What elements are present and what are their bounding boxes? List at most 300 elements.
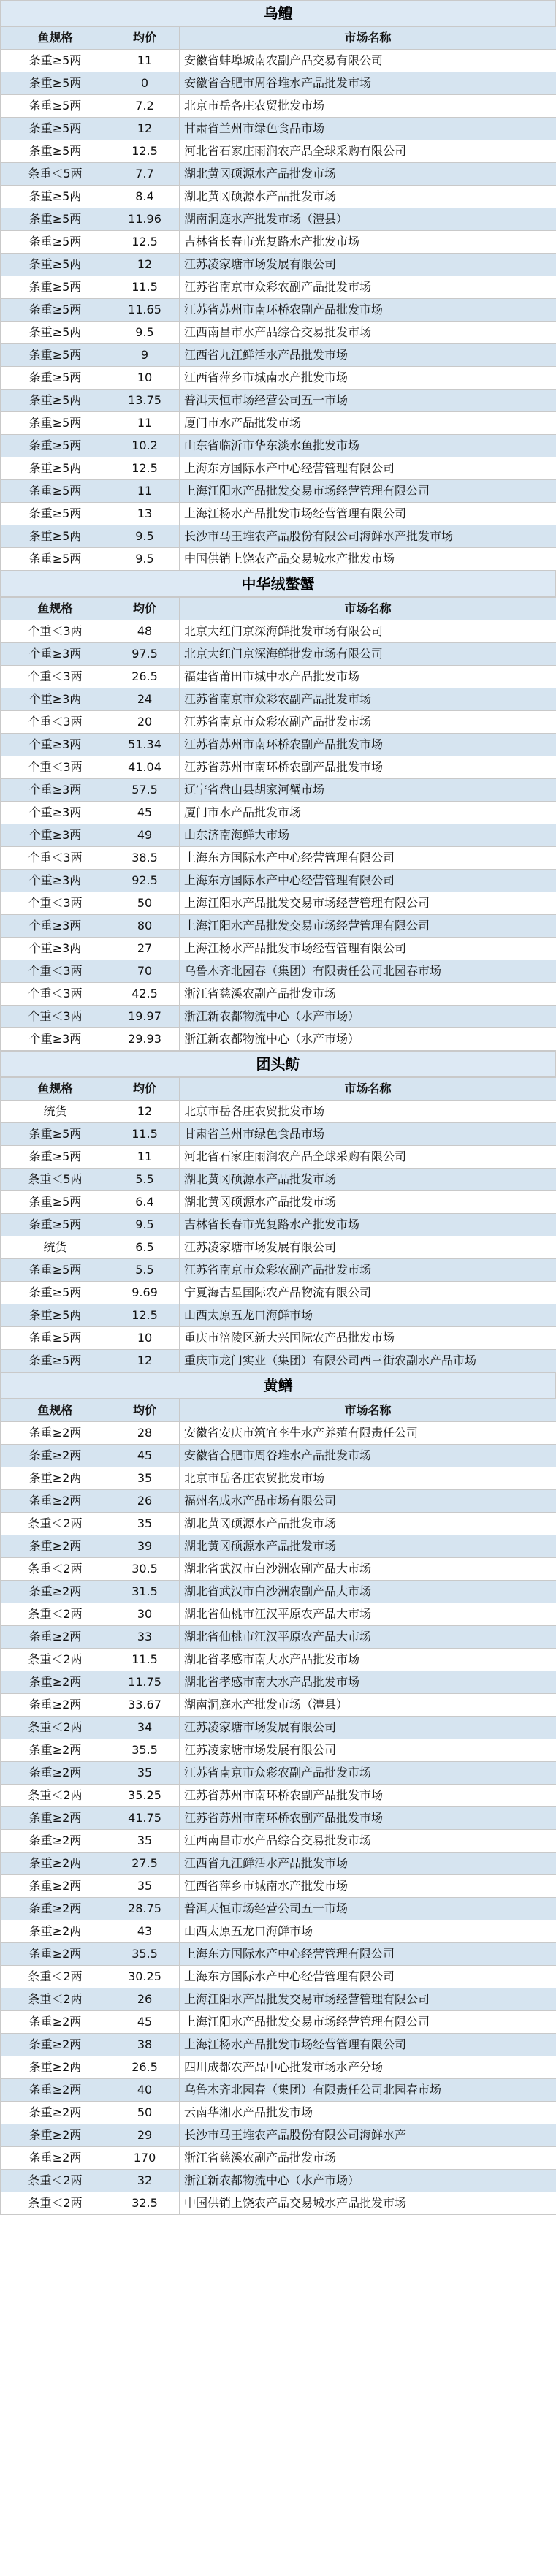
market-cell: 浙江省慈溪农副产品批发市场 bbox=[180, 983, 556, 1006]
price-cell: 6.4 bbox=[110, 1191, 180, 1214]
price-cell: 12.5 bbox=[110, 457, 180, 480]
table-row bbox=[1, 1327, 556, 1350]
spec-cell: 条重≥5两 bbox=[1, 412, 110, 435]
market-cell: 北京市岳各庄农贸批发市场 bbox=[180, 1101, 556, 1123]
table-row bbox=[1, 1807, 556, 1830]
table-row bbox=[1, 435, 556, 457]
market-cell: 湖南洞庭水产批发市场（澧县） bbox=[180, 208, 556, 231]
spec-cell: 条重≥5两 bbox=[1, 299, 110, 322]
spec-cell: 条重≥2两 bbox=[1, 1739, 110, 1762]
market-cell: 安徽省合肥市周谷堆水产品批发市场 bbox=[180, 1445, 556, 1467]
market-cell: 江苏省南京市众彩农副产品批发市场 bbox=[180, 711, 556, 734]
price-cell: 12.5 bbox=[110, 1304, 180, 1327]
price-cell: 11 bbox=[110, 1146, 180, 1169]
table-row bbox=[1, 299, 556, 322]
table-row bbox=[1, 1445, 556, 1467]
table-row bbox=[1, 620, 556, 643]
spec-cell: 统货 bbox=[1, 1236, 110, 1259]
market-cell: 上海江杨水产品批发市场经营管理有限公司 bbox=[180, 938, 556, 960]
table-row bbox=[1, 1123, 556, 1146]
table-row bbox=[1, 163, 556, 186]
price-cell: 11.75 bbox=[110, 1671, 180, 1694]
table-row bbox=[1, 2079, 556, 2102]
price-table bbox=[0, 597, 556, 1051]
market-cell: 厦门市水产品批发市场 bbox=[180, 412, 556, 435]
price-cell: 5.5 bbox=[110, 1169, 180, 1191]
market-cell: 福州名成水产品市场有限公司 bbox=[180, 1490, 556, 1513]
table-row bbox=[1, 915, 556, 938]
price-cell: 170 bbox=[110, 2147, 180, 2170]
price-cell: 19.97 bbox=[110, 1006, 180, 1028]
price-cell: 80 bbox=[110, 915, 180, 938]
price-cell: 50 bbox=[110, 892, 180, 915]
section-title: 中华绒螯蟹 bbox=[0, 571, 556, 597]
market-cell: 上海东方国际水产中心经营管理有限公司 bbox=[180, 870, 556, 892]
spec-cell: 个重≥3两 bbox=[1, 734, 110, 756]
price-cell: 7.7 bbox=[110, 163, 180, 186]
market-cell: 江苏省苏州市南环桥农副产品批发市场 bbox=[180, 1785, 556, 1807]
table-row bbox=[1, 2011, 556, 2034]
column-header: 鱼规格 bbox=[1, 1078, 110, 1101]
market-cell: 四川成都农产品中心批发市场水产分场 bbox=[180, 2056, 556, 2079]
table-row bbox=[1, 1762, 556, 1785]
spec-cell: 条重＜2两 bbox=[1, 1785, 110, 1807]
price-cell: 11.96 bbox=[110, 208, 180, 231]
table-row bbox=[1, 643, 556, 666]
spec-cell: 条重＜2两 bbox=[1, 1649, 110, 1671]
column-header: 市场名称 bbox=[180, 598, 556, 620]
spec-cell: 条重≥2两 bbox=[1, 2034, 110, 2056]
spec-cell: 条重≥5两 bbox=[1, 344, 110, 367]
spec-cell: 条重≥5两 bbox=[1, 140, 110, 163]
table-row bbox=[1, 1259, 556, 1282]
market-cell: 重庆市涪陵区新大兴国际农产品批发市场 bbox=[180, 1327, 556, 1350]
price-cell: 35 bbox=[110, 1467, 180, 1490]
market-cell: 宁夏海吉星国际农产品物流有限公司 bbox=[180, 1282, 556, 1304]
market-cell: 浙江新农都物流中心（水产市场） bbox=[180, 1028, 556, 1051]
price-cell: 35.25 bbox=[110, 1785, 180, 1807]
table-row bbox=[1, 1830, 556, 1853]
spec-cell: 条重＜2两 bbox=[1, 1513, 110, 1535]
market-cell: 安徽省安庆市筑宜李牛水产养殖有限责任公司 bbox=[180, 1422, 556, 1445]
spec-cell: 个重≥3两 bbox=[1, 824, 110, 847]
market-cell: 湖北黄冈硕源水产品批发市场 bbox=[180, 1535, 556, 1558]
table-row bbox=[1, 1739, 556, 1762]
table-row bbox=[1, 548, 556, 571]
table-row bbox=[1, 960, 556, 983]
spec-cell: 条重＜5两 bbox=[1, 1169, 110, 1191]
market-cell: 江苏凌家塘市场发展有限公司 bbox=[180, 1236, 556, 1259]
market-cell: 江苏省南京市众彩农副产品批发市场 bbox=[180, 276, 556, 299]
table-row bbox=[1, 2102, 556, 2124]
table-row bbox=[1, 983, 556, 1006]
spec-cell: 个重＜3两 bbox=[1, 756, 110, 779]
table-row bbox=[1, 95, 556, 118]
price-cell: 41.75 bbox=[110, 1807, 180, 1830]
table-row bbox=[1, 1191, 556, 1214]
table-row bbox=[1, 1988, 556, 2011]
price-cell: 9 bbox=[110, 344, 180, 367]
market-cell: 福建省莆田市城中水产品批发市场 bbox=[180, 666, 556, 688]
market-cell: 山西太原五龙口海鲜市场 bbox=[180, 1920, 556, 1943]
spec-cell: 条重≥5两 bbox=[1, 367, 110, 390]
spec-cell: 条重≥5两 bbox=[1, 1327, 110, 1350]
price-cell: 49 bbox=[110, 824, 180, 847]
price-cell: 48 bbox=[110, 620, 180, 643]
market-cell: 上海江杨水产品批发市场经营管理有限公司 bbox=[180, 2034, 556, 2056]
spec-cell: 条重≥5两 bbox=[1, 1350, 110, 1372]
price-cell: 45 bbox=[110, 2011, 180, 2034]
spec-cell: 条重≥5两 bbox=[1, 254, 110, 276]
market-cell: 江苏凌家塘市场发展有限公司 bbox=[180, 1739, 556, 1762]
table-row bbox=[1, 1581, 556, 1603]
spec-cell: 条重≥5两 bbox=[1, 457, 110, 480]
price-cell: 42.5 bbox=[110, 983, 180, 1006]
price-cell: 13.75 bbox=[110, 390, 180, 412]
table-row bbox=[1, 72, 556, 95]
price-cell: 11.5 bbox=[110, 276, 180, 299]
column-header: 鱼规格 bbox=[1, 598, 110, 620]
market-cell: 湖北黄冈硕源水产品批发市场 bbox=[180, 163, 556, 186]
price-cell: 50 bbox=[110, 2102, 180, 2124]
price-cell: 10 bbox=[110, 367, 180, 390]
table-header-row bbox=[1, 27, 556, 50]
table-row bbox=[1, 1626, 556, 1649]
market-cell: 乌鲁木齐北园春（集团）有限责任公司北园春市场 bbox=[180, 960, 556, 983]
spec-cell: 条重＜2两 bbox=[1, 1988, 110, 2011]
market-cell: 江苏省苏州市南环桥农副产品批发市场 bbox=[180, 1807, 556, 1830]
price-cell: 97.5 bbox=[110, 643, 180, 666]
market-cell: 浙江新农都物流中心（水产市场） bbox=[180, 2170, 556, 2192]
table-header-row bbox=[1, 1399, 556, 1422]
table-row bbox=[1, 824, 556, 847]
market-cell: 重庆市龙门实业（集团）有限公司西三街农副水产品市场 bbox=[180, 1350, 556, 1372]
market-cell: 湖北黄冈硕源水产品批发市场 bbox=[180, 1513, 556, 1535]
market-cell: 湖北黄冈硕源水产品批发市场 bbox=[180, 186, 556, 208]
table-row bbox=[1, 1467, 556, 1490]
table-row bbox=[1, 870, 556, 892]
spec-cell: 条重≥5两 bbox=[1, 1214, 110, 1236]
spec-cell: 条重≥2两 bbox=[1, 2011, 110, 2034]
market-cell: 厦门市水产品批发市场 bbox=[180, 802, 556, 824]
market-cell: 江西南昌市水产品综合交易批发市场 bbox=[180, 322, 556, 344]
spec-cell: 条重≥5两 bbox=[1, 50, 110, 72]
market-cell: 江西省九江鲜活水产品批发市场 bbox=[180, 1853, 556, 1875]
price-cell: 12.5 bbox=[110, 231, 180, 254]
market-cell: 江西省九江鲜活水产品批发市场 bbox=[180, 344, 556, 367]
price-cell: 28.75 bbox=[110, 1898, 180, 1920]
spec-cell: 条重≥5两 bbox=[1, 1282, 110, 1304]
spec-cell: 个重≥3两 bbox=[1, 938, 110, 960]
table-row bbox=[1, 1853, 556, 1875]
table-row bbox=[1, 1169, 556, 1191]
market-cell: 浙江省慈溪农副产品批发市场 bbox=[180, 2147, 556, 2170]
table-row bbox=[1, 666, 556, 688]
price-cell: 9.5 bbox=[110, 1214, 180, 1236]
price-cell: 51.34 bbox=[110, 734, 180, 756]
price-cell: 34 bbox=[110, 1717, 180, 1739]
column-header: 均价 bbox=[110, 27, 180, 50]
spec-cell: 条重≥5两 bbox=[1, 72, 110, 95]
table-row bbox=[1, 254, 556, 276]
market-cell: 湖北省孝感市南大水产品批发市场 bbox=[180, 1649, 556, 1671]
spec-cell: 条重＜2两 bbox=[1, 1558, 110, 1581]
price-cell: 11 bbox=[110, 412, 180, 435]
market-cell: 甘肃省兰州市绿色食品市场 bbox=[180, 118, 556, 140]
table-row bbox=[1, 1350, 556, 1372]
price-table bbox=[0, 1399, 556, 2215]
column-header: 鱼规格 bbox=[1, 1399, 110, 1422]
spec-cell: 条重≥2两 bbox=[1, 2124, 110, 2147]
spec-cell: 条重≥5两 bbox=[1, 1304, 110, 1327]
market-cell: 江苏省苏州市南环桥农副产品批发市场 bbox=[180, 299, 556, 322]
spec-cell: 个重＜3两 bbox=[1, 666, 110, 688]
spec-cell: 条重≥5两 bbox=[1, 231, 110, 254]
table-row bbox=[1, 847, 556, 870]
price-cell: 7.2 bbox=[110, 95, 180, 118]
price-cell: 28 bbox=[110, 1422, 180, 1445]
price-cell: 35 bbox=[110, 1830, 180, 1853]
price-cell: 10.2 bbox=[110, 435, 180, 457]
market-cell: 山西太原五龙口海鲜市场 bbox=[180, 1304, 556, 1327]
column-header: 均价 bbox=[110, 1078, 180, 1101]
price-cell: 11 bbox=[110, 50, 180, 72]
table-row bbox=[1, 1966, 556, 1988]
spec-cell: 条重≥5两 bbox=[1, 118, 110, 140]
table-row bbox=[1, 367, 556, 390]
table-row bbox=[1, 390, 556, 412]
price-cell: 6.5 bbox=[110, 1236, 180, 1259]
spec-cell: 条重≥5两 bbox=[1, 95, 110, 118]
column-header: 均价 bbox=[110, 1399, 180, 1422]
section-title: 乌鳢 bbox=[0, 0, 556, 26]
table-row bbox=[1, 1513, 556, 1535]
price-cell: 9.5 bbox=[110, 322, 180, 344]
table-row bbox=[1, 2170, 556, 2192]
market-cell: 江苏凌家塘市场发展有限公司 bbox=[180, 254, 556, 276]
table-row bbox=[1, 1282, 556, 1304]
spec-cell: 条重≥2两 bbox=[1, 1943, 110, 1966]
market-cell: 江西省萍乡市城南水产批发市场 bbox=[180, 367, 556, 390]
market-cell: 上海江阳水产品批发交易市场经营管理有限公司 bbox=[180, 1988, 556, 2011]
spec-cell: 条重≥2两 bbox=[1, 1535, 110, 1558]
price-cell: 31.5 bbox=[110, 1581, 180, 1603]
price-cell: 5.5 bbox=[110, 1259, 180, 1282]
spec-cell: 条重≥2两 bbox=[1, 1490, 110, 1513]
price-cell: 92.5 bbox=[110, 870, 180, 892]
table-header-row bbox=[1, 1078, 556, 1101]
table-row bbox=[1, 2034, 556, 2056]
price-cell: 9.5 bbox=[110, 548, 180, 571]
market-cell: 上海东方国际水产中心经营管理有限公司 bbox=[180, 1966, 556, 1988]
market-cell: 北京市岳各庄农贸批发市场 bbox=[180, 1467, 556, 1490]
table-row bbox=[1, 1535, 556, 1558]
price-cell: 27.5 bbox=[110, 1853, 180, 1875]
table-row bbox=[1, 480, 556, 503]
column-header: 鱼规格 bbox=[1, 27, 110, 50]
market-cell: 湖南洞庭水产批发市场（澧县） bbox=[180, 1694, 556, 1717]
spec-cell: 条重≥5两 bbox=[1, 1146, 110, 1169]
market-cell: 上海江杨水产品批发市场经营管理有限公司 bbox=[180, 503, 556, 525]
price-cell: 26.5 bbox=[110, 666, 180, 688]
spec-cell: 条重≥5两 bbox=[1, 276, 110, 299]
table-row bbox=[1, 322, 556, 344]
spec-cell: 条重≥2两 bbox=[1, 2102, 110, 2124]
spec-cell: 个重＜3两 bbox=[1, 983, 110, 1006]
spec-cell: 条重≥5两 bbox=[1, 435, 110, 457]
spec-cell: 条重＜2两 bbox=[1, 2170, 110, 2192]
spec-cell: 条重≥2两 bbox=[1, 1422, 110, 1445]
spec-cell: 条重≥2两 bbox=[1, 1626, 110, 1649]
column-header: 市场名称 bbox=[180, 1399, 556, 1422]
spec-cell: 条重≥2两 bbox=[1, 1762, 110, 1785]
price-cell: 40 bbox=[110, 2079, 180, 2102]
table-row bbox=[1, 344, 556, 367]
table-row bbox=[1, 525, 556, 548]
market-cell: 浙江新农都物流中心（水产市场） bbox=[180, 1006, 556, 1028]
spec-cell: 条重≥2两 bbox=[1, 1694, 110, 1717]
table-row bbox=[1, 1671, 556, 1694]
table-row bbox=[1, 1920, 556, 1943]
price-cell: 12 bbox=[110, 1101, 180, 1123]
market-cell: 辽宁省盘山县胡家河蟹市场 bbox=[180, 779, 556, 802]
price-cell: 57.5 bbox=[110, 779, 180, 802]
price-cell: 32.5 bbox=[110, 2192, 180, 2215]
spec-cell: 条重≥5两 bbox=[1, 503, 110, 525]
market-cell: 北京大红门京深海鲜批发市场有限公司 bbox=[180, 620, 556, 643]
market-cell: 上海江阳水产品批发交易市场经营管理有限公司 bbox=[180, 892, 556, 915]
column-header: 市场名称 bbox=[180, 1078, 556, 1101]
table-row bbox=[1, 2056, 556, 2079]
spec-cell: 条重≥5两 bbox=[1, 186, 110, 208]
price-cell: 45 bbox=[110, 1445, 180, 1467]
price-cell: 35.5 bbox=[110, 1943, 180, 1966]
spec-cell: 条重≥5两 bbox=[1, 208, 110, 231]
table-row bbox=[1, 276, 556, 299]
price-cell: 11 bbox=[110, 480, 180, 503]
table-row bbox=[1, 1236, 556, 1259]
spec-cell: 条重≥2两 bbox=[1, 1920, 110, 1943]
market-cell: 上海江阳水产品批发交易市场经营管理有限公司 bbox=[180, 480, 556, 503]
price-cell: 11.65 bbox=[110, 299, 180, 322]
table-row bbox=[1, 1898, 556, 1920]
price-cell: 33.67 bbox=[110, 1694, 180, 1717]
table-row bbox=[1, 457, 556, 480]
price-cell: 20 bbox=[110, 711, 180, 734]
spec-cell: 个重＜3两 bbox=[1, 711, 110, 734]
spec-cell: 条重≥5两 bbox=[1, 525, 110, 548]
market-cell: 普洱天恒市场经营公司五一市场 bbox=[180, 1898, 556, 1920]
table-row bbox=[1, 50, 556, 72]
price-cell: 24 bbox=[110, 688, 180, 711]
price-cell: 9.5 bbox=[110, 525, 180, 548]
market-cell: 北京市岳各庄农贸批发市场 bbox=[180, 95, 556, 118]
market-cell: 乌鲁木齐北园春（集团）有限责任公司北园春市场 bbox=[180, 2079, 556, 2102]
spec-cell: 条重≥5两 bbox=[1, 322, 110, 344]
spec-cell: 条重＜5两 bbox=[1, 163, 110, 186]
market-cell: 安徽省蚌埠城南农副产品交易有限公司 bbox=[180, 50, 556, 72]
market-cell: 吉林省长春市光复路水产批发市场 bbox=[180, 231, 556, 254]
table-row bbox=[1, 118, 556, 140]
market-cell: 江苏省南京市众彩农副产品批发市场 bbox=[180, 1762, 556, 1785]
price-cell: 0 bbox=[110, 72, 180, 95]
price-cell: 27 bbox=[110, 938, 180, 960]
price-cell: 12 bbox=[110, 118, 180, 140]
market-cell: 北京大红门京深海鲜批发市场有限公司 bbox=[180, 643, 556, 666]
column-header: 均价 bbox=[110, 598, 180, 620]
price-cell: 35.5 bbox=[110, 1739, 180, 1762]
table-row bbox=[1, 938, 556, 960]
table-row bbox=[1, 1490, 556, 1513]
price-table bbox=[0, 26, 556, 571]
price-cell: 12 bbox=[110, 254, 180, 276]
table-row bbox=[1, 2124, 556, 2147]
price-cell: 38.5 bbox=[110, 847, 180, 870]
market-cell: 江西南昌市水产品综合交易批发市场 bbox=[180, 1830, 556, 1853]
table-row bbox=[1, 2192, 556, 2215]
market-cell: 湖北省仙桃市江汉平原农产品大市场 bbox=[180, 1626, 556, 1649]
price-cell: 30 bbox=[110, 1603, 180, 1626]
market-cell: 江苏省苏州市南环桥农副产品批发市场 bbox=[180, 756, 556, 779]
section-title: 团头鲂 bbox=[0, 1051, 556, 1077]
market-cell: 江苏省南京市众彩农副产品批发市场 bbox=[180, 1259, 556, 1282]
table-row bbox=[1, 1875, 556, 1898]
table-row bbox=[1, 412, 556, 435]
table-row bbox=[1, 1603, 556, 1626]
price-cell: 41.04 bbox=[110, 756, 180, 779]
price-cell: 30.25 bbox=[110, 1966, 180, 1988]
table-row bbox=[1, 1694, 556, 1717]
price-cell: 13 bbox=[110, 503, 180, 525]
spec-cell: 条重≥5两 bbox=[1, 1123, 110, 1146]
spec-cell: 个重≥3两 bbox=[1, 688, 110, 711]
price-cell: 8.4 bbox=[110, 186, 180, 208]
price-cell: 38 bbox=[110, 2034, 180, 2056]
spec-cell: 个重＜3两 bbox=[1, 847, 110, 870]
market-cell: 云南华湘水产品批发市场 bbox=[180, 2102, 556, 2124]
market-cell: 普洱天恒市场经营公司五一市场 bbox=[180, 390, 556, 412]
market-cell: 中国供销上饶农产品交易城水产批发市场 bbox=[180, 548, 556, 571]
table-row bbox=[1, 1146, 556, 1169]
market-cell: 江苏省南京市众彩农副产品批发市场 bbox=[180, 688, 556, 711]
table-row bbox=[1, 140, 556, 163]
market-cell: 湖北省武汉市白沙洲农副产品大市场 bbox=[180, 1558, 556, 1581]
section-title: 黄鳝 bbox=[0, 1372, 556, 1399]
table-row bbox=[1, 1422, 556, 1445]
market-cell: 江西省萍乡市城南水产批发市场 bbox=[180, 1875, 556, 1898]
spec-cell: 条重≥2两 bbox=[1, 1467, 110, 1490]
table-row bbox=[1, 756, 556, 779]
table-row bbox=[1, 1785, 556, 1807]
price-cell: 70 bbox=[110, 960, 180, 983]
market-cell: 上海东方国际水产中心经营管理有限公司 bbox=[180, 457, 556, 480]
spec-cell: 条重≥2两 bbox=[1, 2147, 110, 2170]
market-cell: 山东省临沂市华东淡水鱼批发市场 bbox=[180, 435, 556, 457]
spec-cell: 个重≥3两 bbox=[1, 1028, 110, 1051]
market-cell: 长沙市马王堆农产品股份有限公司海鲜水产批发市场 bbox=[180, 525, 556, 548]
market-cell: 湖北省仙桃市江汉平原农产品大市场 bbox=[180, 1603, 556, 1626]
spec-cell: 个重＜3两 bbox=[1, 892, 110, 915]
spec-cell: 条重≥2两 bbox=[1, 1445, 110, 1467]
spec-cell: 个重＜3两 bbox=[1, 1006, 110, 1028]
spec-cell: 个重≥3两 bbox=[1, 779, 110, 802]
spec-cell: 条重≥2两 bbox=[1, 1807, 110, 1830]
spec-cell: 个重≥3两 bbox=[1, 915, 110, 938]
spec-cell: 个重≥3两 bbox=[1, 643, 110, 666]
price-cell: 29 bbox=[110, 2124, 180, 2147]
market-cell: 上海江阳水产品批发交易市场经营管理有限公司 bbox=[180, 915, 556, 938]
price-cell: 29.93 bbox=[110, 1028, 180, 1051]
